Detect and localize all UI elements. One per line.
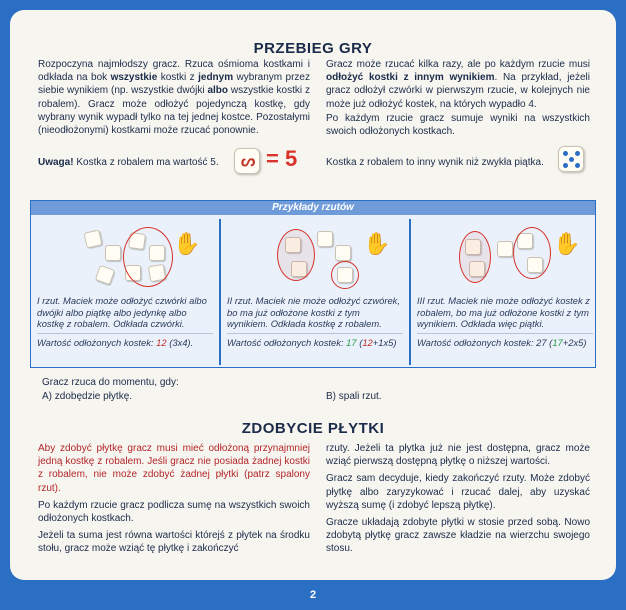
examples-header: Przykłady rzutów [31,201,595,215]
examples-box [30,200,596,368]
hand-icon: ✋ [553,231,581,256]
example-throw-1 [31,215,219,368]
dice-illustration [37,217,213,289]
selection-ring [123,227,173,287]
example-text [417,295,593,348]
divider [417,333,593,334]
note-text: Kostka z robalem ma wartość 5. [73,157,219,168]
five-die-icon [558,146,584,172]
value-main: 17 [346,336,357,348]
value-main: 12 [156,336,167,348]
throw-until-option-a: A) zdobędzie płytkę. [42,391,133,402]
die-icon [335,245,351,261]
rules-right-paragraph-1 [326,58,590,111]
tile-rules-paragraph: Jeżeli ta suma jest równa wartości którejś z płytek na środku stołu, gracz może wziąć tę płytkę i zakończyć [38,530,310,555]
example-text [37,295,213,348]
tile-rules-paragraph: Gracze układają zdobyte płytki w stosie przed sobą. Nowo zdobytą płytkę gracz zawsze kładzie na wierzchu swojego stosu. [326,517,590,555]
text-run: . Na przykład, jeżeli gracz odłożył czwórki w pierwszym rzucie, w kolejnych nie może już odłożyć kostek, na których wypadło 4. [326,72,590,110]
dice-illustration [227,217,403,289]
value-extra: +2x5) [562,336,587,348]
value-extra: ( [356,336,363,348]
example-value [37,337,213,349]
die-icon [497,241,513,257]
worm-note [38,156,219,169]
text-run-bold: wszystkie [110,72,158,84]
value-label: Wartość odłożonych kostek: [227,336,347,348]
example-value [227,337,403,349]
value-label: Wartość odłożonych kostek: [37,336,157,348]
divider [227,333,403,334]
text-run-bold: albo [207,85,229,97]
text-run: wybranym przez siebie wynikiem (np. wszystkie dwójki [38,72,310,97]
worm-requirement-warning: Aby zdobyć płytkę gracz musi mieć odłożoną przynajmniej jedną kostkę z robalem. Jeśli gracz nie posiada żadnej kostki z robalem, nie może zdobyć żadnej płytki (patrz spalony rzut). [38,443,310,494]
tile-rules-paragraph: Po każdym rzucie gracz podlicza sumę na wszystkich swoich odłożonych kostkach. [38,499,310,525]
example-throw-2 [221,215,409,368]
worm-vs-five-note: Kostka z robalem to inny wynik niż zwykła piątka. [326,157,544,168]
worm-die-icon: ᔕ [234,148,260,174]
set-aside-ring [277,229,315,281]
tile-rules-paragraph: Gracz sam decyduje, kiedy zakończyć rzuty. Może zdobyć płytkę albo zaryzykować i rzucać dalej, aby uzyskać wyższą sumę (i zdobyć lepszą płytkę). [326,473,590,511]
text-run-bold: odłożyć kostki z innym wynikiem [326,72,495,84]
example-description: III rzut. Maciek nie może odłożyć kostek z robalem, bo ma już odłożone kostki z tym wynikiem. Odkłada więc piątki. [417,295,590,329]
example-value [417,337,593,349]
hand-icon: ✋ [173,231,201,256]
die-icon [84,230,103,249]
example-description: II rzut. Maciek nie może odłożyć czwórek, bo ma już odłożone kostki z tym wynikiem. Odkłada kostkę z robalem. [227,295,400,329]
rules-right-paragraph-2: Po każdym rzucie gracz sumuje wyniki na wszystkich swoich odłożonych kostkach. [326,112,590,138]
rulebook-page [10,10,616,580]
divider [37,333,213,334]
die-icon [95,265,116,286]
example-throw-3 [411,215,599,368]
text-run: Gracz może rzucać kilka razy, ale po każdym rzucie musi [326,59,590,70]
value-main: 17 [552,336,563,348]
value-label: Wartość odłożonych kostek: 27 ( [417,336,553,348]
example-description: I rzut. Maciek może odłożyć czwórki albo dwójki albo piątkę albo jedynkę albo kostkę z robalem. Odkłada czwórki. [37,295,207,329]
text-run: wszystkie kostki z robalem). Gracz może odłożyć pojedynczą kostkę, gdy wybrany wynik wypadł tylko na tej jednej kostce. Pozostałymi (nieodłożonymi) kostkami może rzucać ponownie. [38,85,310,137]
value-plus: 12 [362,336,373,348]
rules-left-paragraph [38,58,310,137]
section-title-game-flow: PRZEBIEG GRY [253,40,373,57]
selection-ring [513,227,551,279]
set-aside-ring [459,231,491,283]
rules-right-column [326,58,590,139]
section-title-winning-tile: ZDOBYCIE PŁYTKI [241,420,385,437]
text-run-bold: jednym [198,72,234,84]
page-number: 2 [309,589,317,601]
selection-ring [331,261,359,289]
hand-icon: ✋ [363,231,391,256]
example-text [227,295,403,348]
tile-rules-paragraph: rzuty. Jeżeli ta płytka już nie jest dostępna, gracz może wziąć pierwszą dostępną płytkę o niższej wartości. [326,443,590,468]
rules-left-column [38,58,310,138]
equals-five: = 5 [266,146,298,171]
note-label: Uwaga! [38,157,74,168]
die-icon [105,245,121,261]
tile-rules-left-column [38,442,310,557]
dice-illustration [417,217,593,289]
tile-rules-right-column [326,442,590,557]
value-extra: (3x4). [166,336,194,348]
die-icon [317,231,333,247]
throw-until-intro: Gracz rzuca do momentu, gdy: [42,377,179,388]
text-run: kostki z [157,72,199,84]
throw-until-option-b: B) spali rzut. [326,391,382,402]
text-run: Rozpoczyna najmłodszy gracz. Rzuca ośmioma kostkami i odkłada na bok [38,59,310,84]
value-tail: +1x5) [372,336,397,348]
